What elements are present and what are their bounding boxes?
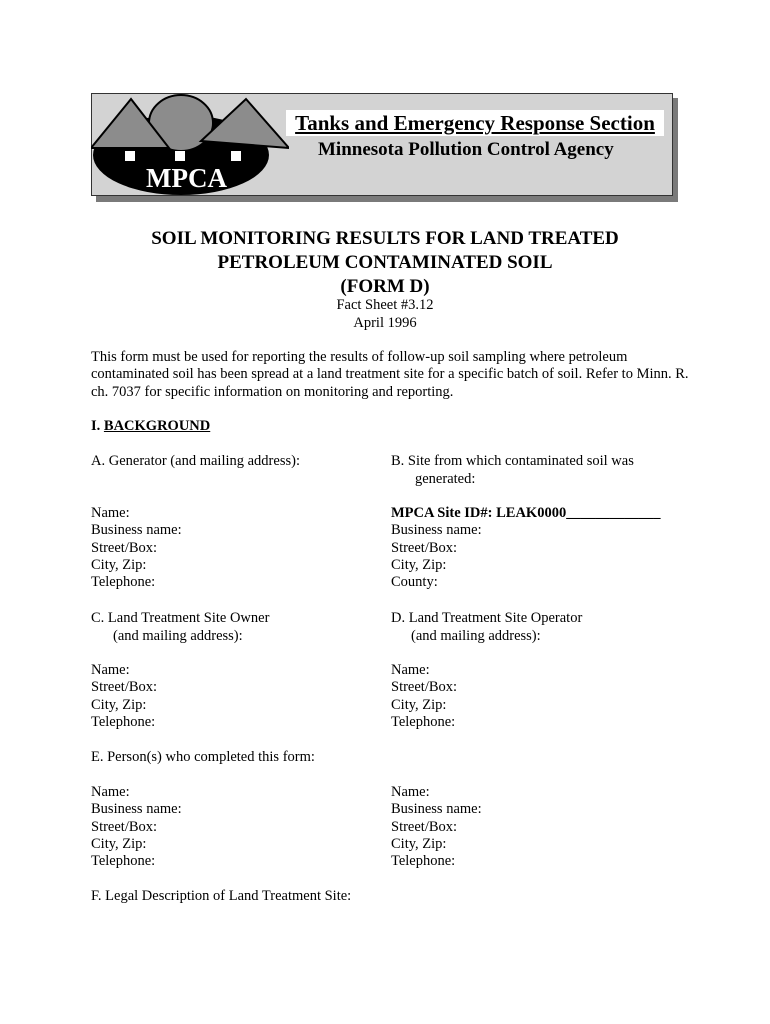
site-label-line2: generated: (415, 471, 476, 487)
document-title-line2: PETROLEUM CONTAMINATED SOIL (217, 252, 553, 273)
site-county-field: County: (391, 574, 438, 591)
site-fields (391, 505, 660, 591)
agency-name: Minnesota Pollution Control Agency (318, 139, 614, 160)
owner-city-field: City, Zip: (91, 696, 147, 713)
completer-label: E. Person(s) who completed this form: (91, 749, 315, 765)
generator-street-field: Street/Box: (91, 539, 158, 556)
completer1-city-field: City, Zip: (91, 835, 147, 852)
site-street-field: Street/Box: (391, 539, 458, 556)
completer2-city-field: City, Zip: (391, 835, 447, 852)
completer1-name-field: Name: (91, 784, 130, 800)
owner-street-field: Street/Box: (91, 679, 158, 696)
section-heading-background (91, 418, 210, 435)
generator-city-field: City, Zip: (91, 556, 147, 573)
section-name: Tanks and Emergency Response Section (295, 111, 655, 135)
site-city-field: City, Zip: (391, 556, 447, 573)
completer-left-fields (91, 784, 182, 870)
operator-label-line1: D. Land Treatment Site Operator (391, 610, 583, 626)
fact-sheet-number: Fact Sheet #3.12 (336, 297, 434, 313)
section-title: BACKGROUND (103, 418, 211, 434)
completer-right-fields (391, 784, 482, 870)
completer2-telephone-field: Telephone: (391, 853, 456, 870)
legal-description-label: F. Legal Description of Land Treatment Site: (91, 888, 352, 904)
site-label-line1: B. Site from which contaminated soil was (391, 453, 634, 469)
generator-fields (91, 505, 182, 591)
owner-telephone-field: Telephone: (91, 713, 156, 730)
completer2-street-field: Street/Box: (391, 818, 458, 835)
completer2-business-field: Business name: (391, 801, 482, 818)
generator-telephone-field: Telephone: (91, 574, 156, 591)
owner-label-line1: C. Land Treatment Site Owner (91, 610, 270, 626)
site-id-field: MPCA Site ID#: LEAK0000_____________ (391, 505, 661, 521)
operator-city-field: City, Zip: (391, 696, 447, 713)
document-title-line3: (FORM D) (340, 276, 430, 297)
completer2-name-field: Name: (391, 784, 430, 800)
operator-fields (391, 662, 457, 731)
generator-business-field: Business name: (91, 522, 182, 539)
owner-fields (91, 662, 157, 731)
generator-label: A. Generator (and mailing address): (91, 453, 300, 469)
mpca-logo (91, 93, 289, 195)
logo-text: MPCA (146, 163, 227, 193)
document-title-line1: SOIL MONITORING RESULTS FOR LAND TREATED (151, 228, 619, 249)
operator-street-field: Street/Box: (391, 679, 458, 696)
operator-name-field: Name: (391, 662, 430, 678)
completer1-street-field: Street/Box: (91, 818, 158, 835)
site-business-field: Business name: (391, 522, 482, 539)
section-number: I. (91, 418, 101, 434)
generator-name-field: Name: (91, 505, 130, 521)
completer1-telephone-field: Telephone: (91, 853, 156, 870)
owner-label-line2: (and mailing address): (113, 628, 243, 644)
completer1-business-field: Business name: (91, 801, 182, 818)
intro-paragraph: This form must be used for reporting the results of follow-up soil sampling where petroleum contaminated soil has been spread at a land treatment site for a specific batch of soil. Refer to Minn. R. ch. 7037 for specific information on monitoring and reporting. (91, 349, 689, 400)
operator-label-line2: (and mailing address): (411, 628, 541, 644)
owner-name-field: Name: (91, 662, 130, 678)
operator-telephone-field: Telephone: (391, 713, 456, 730)
document-date: April 1996 (353, 315, 417, 331)
